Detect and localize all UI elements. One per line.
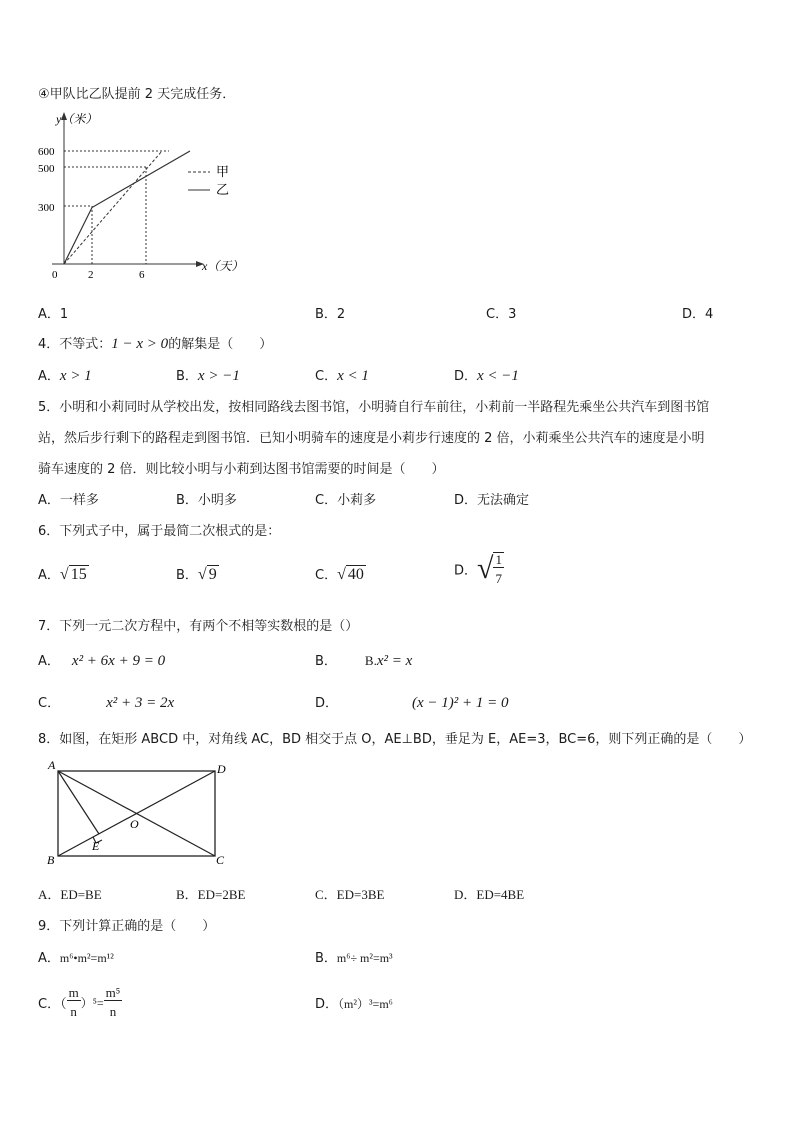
q7-option-a-label: A． xyxy=(38,654,60,669)
x-tick-2: 2 xyxy=(88,269,94,280)
q6-option-c-label: C． xyxy=(315,568,338,583)
q6-option-a-label: A． xyxy=(38,568,60,583)
q7-option-b-prefix: B. xyxy=(364,653,377,668)
q7-stem: 7．下列一元二次方程中，有两个不相等实数根的是（） xyxy=(38,619,359,634)
q6-option-d-label: D． xyxy=(454,563,478,579)
q8-option-d[interactable]: D．ED=4BE xyxy=(454,887,525,902)
q6-option-a-sqrt: √ 15 xyxy=(59,566,87,583)
segment-ae xyxy=(58,771,99,834)
q9-option-d[interactable] xyxy=(315,993,393,1012)
q9-option-c[interactable] xyxy=(38,986,122,1019)
q6-option-a[interactable] xyxy=(38,564,89,584)
x-tick-6: 6 xyxy=(139,269,145,280)
q9-option-d-text: （m²）³=m⁶ xyxy=(338,997,393,1011)
series-jia xyxy=(64,151,162,264)
q9-option-c-left-numerator: m xyxy=(68,985,79,1000)
q5-stem-line1: 5．小明和小莉同时从学校出发，按相同路线去图书馆，小明骑自行车前往，小莉前一半路程先乘坐公共汽车到图书馆 xyxy=(38,400,710,415)
q9-option-d-label: D． xyxy=(315,997,339,1012)
q9-stem: 9．下列计算正确的是（ ） xyxy=(38,919,216,934)
q5-option-c[interactable]: C．小莉多 xyxy=(315,493,377,508)
q6-option-b-radicand: 9 xyxy=(208,566,217,583)
q6-option-c[interactable] xyxy=(315,564,366,584)
q7-option-d-math: (x − 1)² + 1 = 0 xyxy=(412,695,509,711)
q4-option-a-math: x > 1 xyxy=(59,368,92,384)
q4-option-c-math: x < 1 xyxy=(337,368,369,384)
q9-option-c-right-denominator: n xyxy=(109,1004,117,1019)
q4-option-b-math: x > −1 xyxy=(197,368,240,384)
q5-stem-line3: 骑车速度的 2 倍．则比较小明与小莉到达图书馆需要的时间是（ ） xyxy=(38,462,445,477)
q7-option-c-label: C． xyxy=(38,696,61,711)
q6-option-d-sqrt: √ xyxy=(477,552,494,585)
q7-option-b-label: B． xyxy=(315,654,337,669)
q8-option-b[interactable]: B．ED=2BE xyxy=(176,887,246,902)
q6-option-d-denominator: 7 xyxy=(495,571,502,586)
q8-option-c[interactable]: C．ED=3BE xyxy=(315,887,385,902)
q5-option-b[interactable]: B．小明多 xyxy=(176,493,237,508)
q4-option-b[interactable] xyxy=(176,365,240,385)
q7-option-d-label: D． xyxy=(315,696,339,711)
q6-option-b-label: B． xyxy=(176,568,198,583)
label-d: D xyxy=(217,762,226,776)
q9-option-b-label: B． xyxy=(315,951,337,966)
q7-option-d[interactable] xyxy=(315,692,509,712)
q3-option-a[interactable]: A．1 xyxy=(38,307,69,322)
q6-option-c-radicand: 40 xyxy=(347,566,364,583)
y-tick-500: 500 xyxy=(38,163,55,175)
x-tick-0: 0 xyxy=(52,269,58,280)
label-c: C xyxy=(216,853,225,867)
q6-option-b[interactable] xyxy=(176,564,219,584)
q6-option-b-sqrt: √ 9 xyxy=(197,566,217,583)
q9-option-c-mid: ）⁵= xyxy=(80,996,104,1010)
series-yi xyxy=(64,151,190,264)
q9-option-c-fraction-left xyxy=(67,986,81,1019)
q8-rectangle-figure xyxy=(38,756,238,868)
q5-stem-line2: 站，然后步行剩下的路程走到图书馆．已知小明骑车的速度是小莉步行速度的 2 倍，小莉乘坐公共汽车的速度是小明 xyxy=(38,431,705,446)
q4-option-a[interactable] xyxy=(38,365,92,385)
y-tick-600: 600 xyxy=(38,146,55,158)
q4-stem-suffix: 的解集是（ ） xyxy=(168,337,273,352)
q5-option-a[interactable]: A．一样多 xyxy=(38,493,99,508)
y-tick-300: 300 xyxy=(38,202,55,214)
q8-stem: 8．如图，在矩形 ABCD 中，对角线 AC，BD 相交于点 O，AE⊥BD，垂足为 E，AE=3，BC=6，则下列正确的是（ ） xyxy=(38,732,752,747)
q9-option-a-label: A． xyxy=(38,951,60,966)
q3-option-b[interactable]: B．2 xyxy=(315,307,346,322)
q4-option-c[interactable] xyxy=(315,365,369,385)
q7-option-a-math: x² + 6x + 9 = 0 xyxy=(71,653,166,669)
q9-option-b[interactable] xyxy=(315,947,393,966)
q6-option-c-sqrt: √ 40 xyxy=(337,566,364,583)
label-a: A xyxy=(48,758,56,772)
q6-option-d-fraction xyxy=(493,552,504,586)
q9-option-b-text: m⁶÷ m²=m³ xyxy=(336,951,393,965)
q9-option-a[interactable] xyxy=(38,947,114,966)
q7-option-b[interactable] xyxy=(315,650,412,670)
q7-option-a[interactable] xyxy=(38,650,165,670)
q4-option-d-label: D． xyxy=(454,369,478,384)
q4-option-c-label: C． xyxy=(315,369,338,384)
label-b: B xyxy=(47,853,55,867)
legend-jia-label: 甲 xyxy=(216,164,230,179)
q9-option-c-label: C．（ xyxy=(38,997,67,1012)
q4-stem-math: 1 − x > 0 xyxy=(111,336,169,352)
q4-option-d[interactable] xyxy=(454,365,519,385)
q8-option-a[interactable]: A．ED=BE xyxy=(38,887,102,902)
q9-option-c-right-numerator: m⁵ xyxy=(105,985,121,1000)
q9-option-c-left-denominator: n xyxy=(70,1004,77,1019)
q4-stem-prefix: 4．不等式： xyxy=(38,337,112,352)
q6-option-d-numerator: 1 xyxy=(495,552,502,567)
q4-stem xyxy=(38,333,272,353)
x-axis-label: x（天） xyxy=(202,259,244,273)
q9-option-c-fraction-right xyxy=(104,986,123,1019)
q4-option-d-math: x < −1 xyxy=(477,368,519,384)
q7-option-c-math: x² + 3 = 2x xyxy=(106,695,175,711)
q7-option-c[interactable] xyxy=(38,692,174,712)
q6-option-a-radicand: 15 xyxy=(70,566,87,583)
q4-option-a-label: A． xyxy=(38,369,60,384)
q3-statement: ④甲队比乙队提前 2 天完成任务． xyxy=(38,87,236,102)
q9-option-a-text: m⁶•m²=m¹² xyxy=(59,951,114,965)
q3-option-c[interactable]: C．3 xyxy=(486,307,517,322)
y-axis-label: y（米） xyxy=(56,112,98,126)
legend-yi-label: 乙 xyxy=(216,182,230,197)
q3-option-d[interactable]: D．4 xyxy=(682,307,714,322)
q4-option-b-label: B． xyxy=(176,369,198,384)
q6-stem: 6．下列式子中，属于最简二次根式的是： xyxy=(38,524,281,539)
q3-chart xyxy=(38,108,268,280)
q7-option-b-math: x² = x xyxy=(376,653,413,669)
q5-option-d[interactable]: D．无法确定 xyxy=(454,493,530,508)
q6-option-d[interactable] xyxy=(454,552,504,586)
label-e: E xyxy=(92,839,100,853)
label-o: O xyxy=(130,817,139,831)
